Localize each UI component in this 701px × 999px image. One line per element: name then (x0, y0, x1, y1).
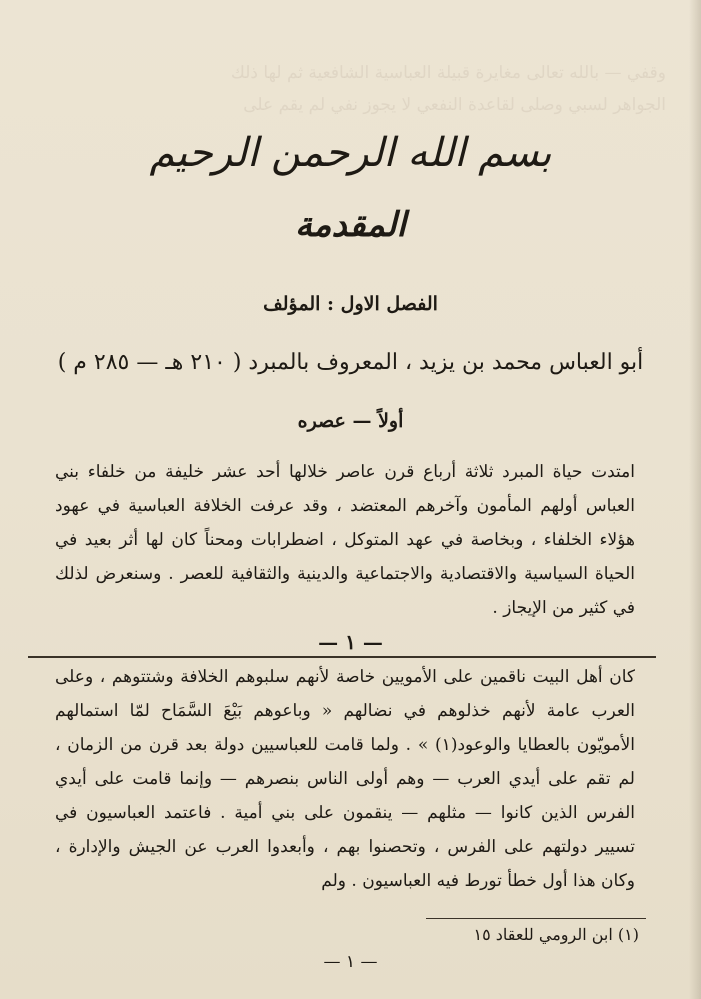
footer-page-number: — ١ — (323, 952, 378, 972)
section-heading: أولاً — عصره (297, 410, 404, 432)
introduction-heading: المقدمة (295, 205, 406, 245)
footnote-rule (426, 918, 646, 919)
inline-page-number: — ١ — (318, 630, 383, 654)
footnote: (١) ابن الرومي للعقاد ١٥ (473, 925, 639, 944)
chapter-heading: الفصل الاول : المؤلف (263, 293, 438, 315)
body-paragraph: كان أهل البيت ناقمين على الأمويين خاصة لأنهم سلبوهم الخلافة وشتتوهم ، وعلى العرب عامة لأنهم خذلوهم في نضالهم « وباعوهم بَيْعَ السَّمَاح لمّا استمالهم الأمويّون بالعطايا والوعود(١) » . ولما قامت للعباسيين دولة بعد قرن من الزمان ، لم تقم على أيدي العرب — وهم أولى الناس بنصرهم — وإنما قامت على أيدي الفرس الذين كانوا — مثلهم — ينقمون على بني أمية . فاعتمد العباسيون في تسيير دولتهم على الفرس ، وتحصنوا بهم ، وأبعدوا العرب عن الجيش والإدارة ، وكان هذا أول خطأ تورط فيه العباسيون . ولم (55, 667, 636, 891)
body-paragraph: امتدت حياة المبرد ثلاثة أرباع قرن عاصر خلالها أحد عشر خليفة من خلفاء بني العباس أولهم المأمون وآخرهم المعتضد ، وقد عرفت الخلافة العباسية في عهود هؤلاء الخلفاء ، وبخاصة في عهد المتوكل ، اضطرابات ومحناً كان لها أثر بعيد في الحياة السياسية والاقتصادية والاجتماعية والدينية والثقافية للعصر . وسنعرض لذلك في كثير من الإيجاز . (55, 462, 635, 618)
bleed-through-line: وقفي — بالله تعالى مغايرة قبيلة العباسية الشافعية ثم لها ذلك (230, 63, 666, 83)
basmala: بسم الله الرحمن الرحيم (149, 130, 552, 176)
author-line: أبو العباس محمد بن يزيد ، المعروف بالمبرد ( ٢١٠ هـ — ٢٨٥ م ) (57, 350, 644, 375)
bleed-through-line: الجواهر لسبي وصلى لقاعدة النفعي لا يجوز نفي لم يقم على (243, 95, 666, 115)
horizontal-divider (28, 656, 656, 658)
